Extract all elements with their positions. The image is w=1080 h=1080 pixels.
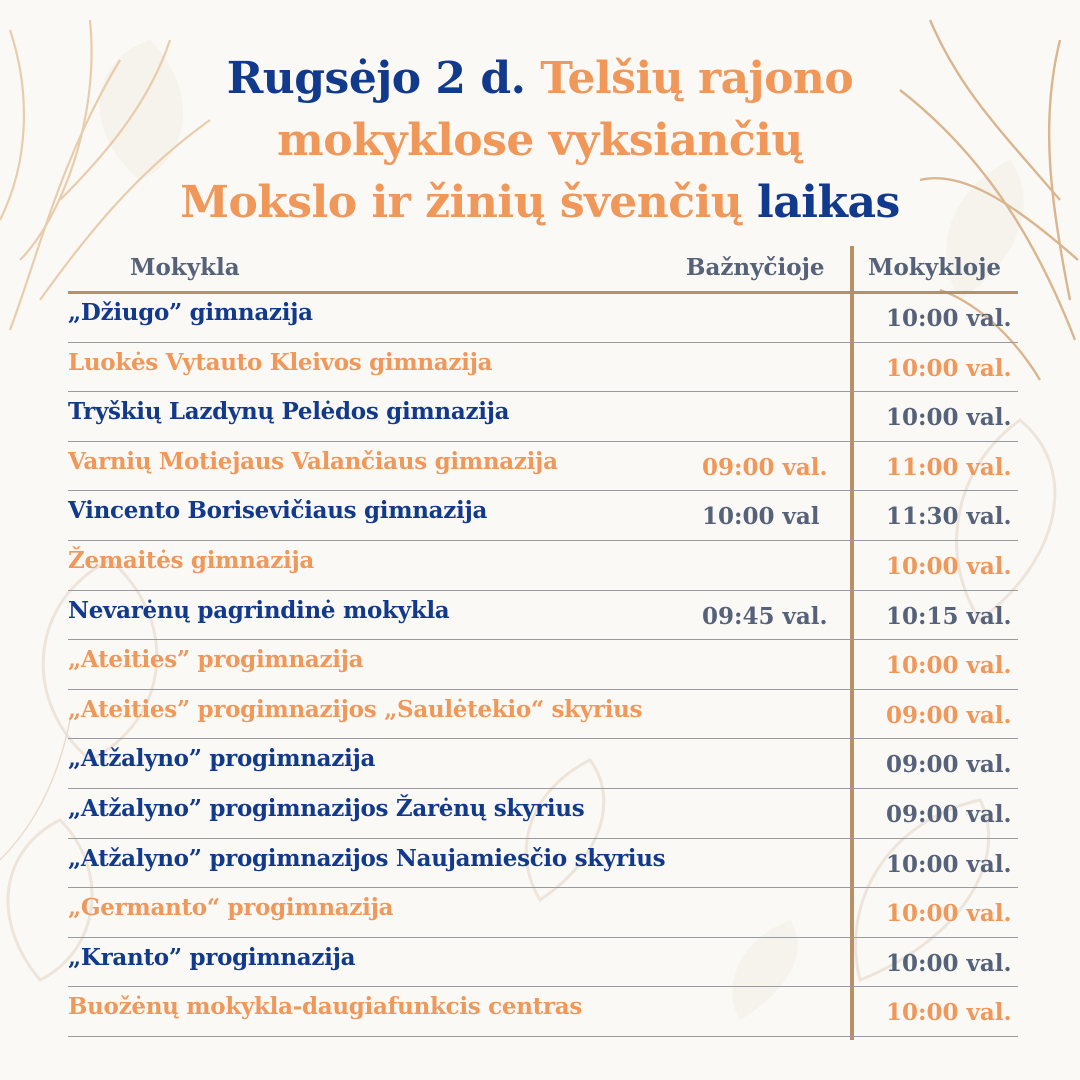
school-name: Žemaitės gimnazija [68, 546, 315, 574]
church-time: 09:45 val. [702, 602, 828, 630]
table-row [68, 690, 1018, 740]
table-row [68, 591, 1018, 641]
title-time: laikas [757, 177, 900, 228]
school-name: Nevarėnų pagrindinė mokykla [68, 596, 450, 624]
school-name: „Ateities” progimnazija [68, 646, 364, 674]
table-header [0, 246, 1080, 290]
school-time: 10:00 val. [886, 305, 1012, 332]
school-time: 09:00 val. [886, 751, 1012, 779]
school-name: „Atžalyno” progimnazija [68, 745, 376, 773]
school-name: „Atžalyno” progimnazijos Naujamiesčio skyrius [68, 844, 666, 872]
title-celebrations: Mokslo ir žinių švenčių [180, 177, 743, 228]
school-name: Vincento Borisevičiaus gimnazija [68, 497, 488, 525]
title-date: Rugsėjo 2 d. [226, 53, 526, 104]
table-row [68, 739, 1018, 789]
school-time: 10:00 val. [886, 652, 1012, 680]
table-row [68, 888, 1018, 938]
school-name: „Ateities” progimnazijos „Saulėtekio“ skyrius [68, 695, 643, 723]
title-line-2: mokyklose vyksiančių [277, 115, 803, 166]
church-time: 09:00 val. [702, 453, 828, 481]
school-time: 10:00 val. [886, 949, 1012, 977]
school-time: 10:15 val. [886, 602, 1012, 630]
school-time: 11:30 val. [886, 503, 1012, 531]
school-time: 10:00 val. [886, 404, 1012, 432]
school-name: „Atžalyno” progimnazijos Žarėnų skyrius [68, 794, 585, 822]
school-time: 10:00 val. [886, 552, 1012, 580]
title-district: Telšių rajono [540, 53, 854, 104]
title-line-1 [0, 48, 1080, 110]
school-time: 10:00 val. [886, 850, 1012, 878]
title-line-3 [0, 172, 1080, 234]
table-row [68, 442, 1018, 492]
school-name: Luokės Vytauto Kleivos gimnazija [68, 348, 493, 376]
header-at-school: Mokykloje [868, 254, 1002, 281]
school-name: „Germanto“ progimnazija [68, 894, 394, 922]
school-name: „Džiugo” gimnazija [68, 299, 313, 326]
table-row [68, 491, 1018, 541]
table-row [68, 987, 1018, 1037]
school-name: „Kranto” progimnazija [68, 943, 356, 971]
school-time: 11:00 val. [886, 453, 1012, 481]
table-row [68, 293, 1018, 343]
table-row [68, 640, 1018, 690]
table-row [68, 839, 1018, 889]
table-row [68, 541, 1018, 591]
school-name: Varnių Motiejaus Valančiaus gimnazija [68, 447, 558, 475]
table-row [68, 938, 1018, 988]
school-time: 10:00 val. [886, 900, 1012, 928]
school-time: 09:00 val. [886, 800, 1012, 828]
table-row [68, 789, 1018, 839]
school-time: 09:00 val. [886, 701, 1012, 729]
school-time: 10:00 val. [886, 354, 1012, 382]
header-school: Mokykla [130, 254, 240, 281]
school-name: Buožėnų mokykla-daugiafunkcis centras [68, 993, 583, 1021]
school-time: 10:00 val. [886, 999, 1012, 1027]
schedule-table [68, 293, 1018, 1037]
church-time: 10:00 val [702, 503, 820, 531]
table-row [68, 343, 1018, 393]
page-title [0, 48, 1080, 234]
school-name: Tryškių Lazdynų Pelėdos gimnazija [68, 398, 510, 426]
table-row [68, 392, 1018, 442]
header-church: Bažnyčioje [686, 254, 825, 281]
